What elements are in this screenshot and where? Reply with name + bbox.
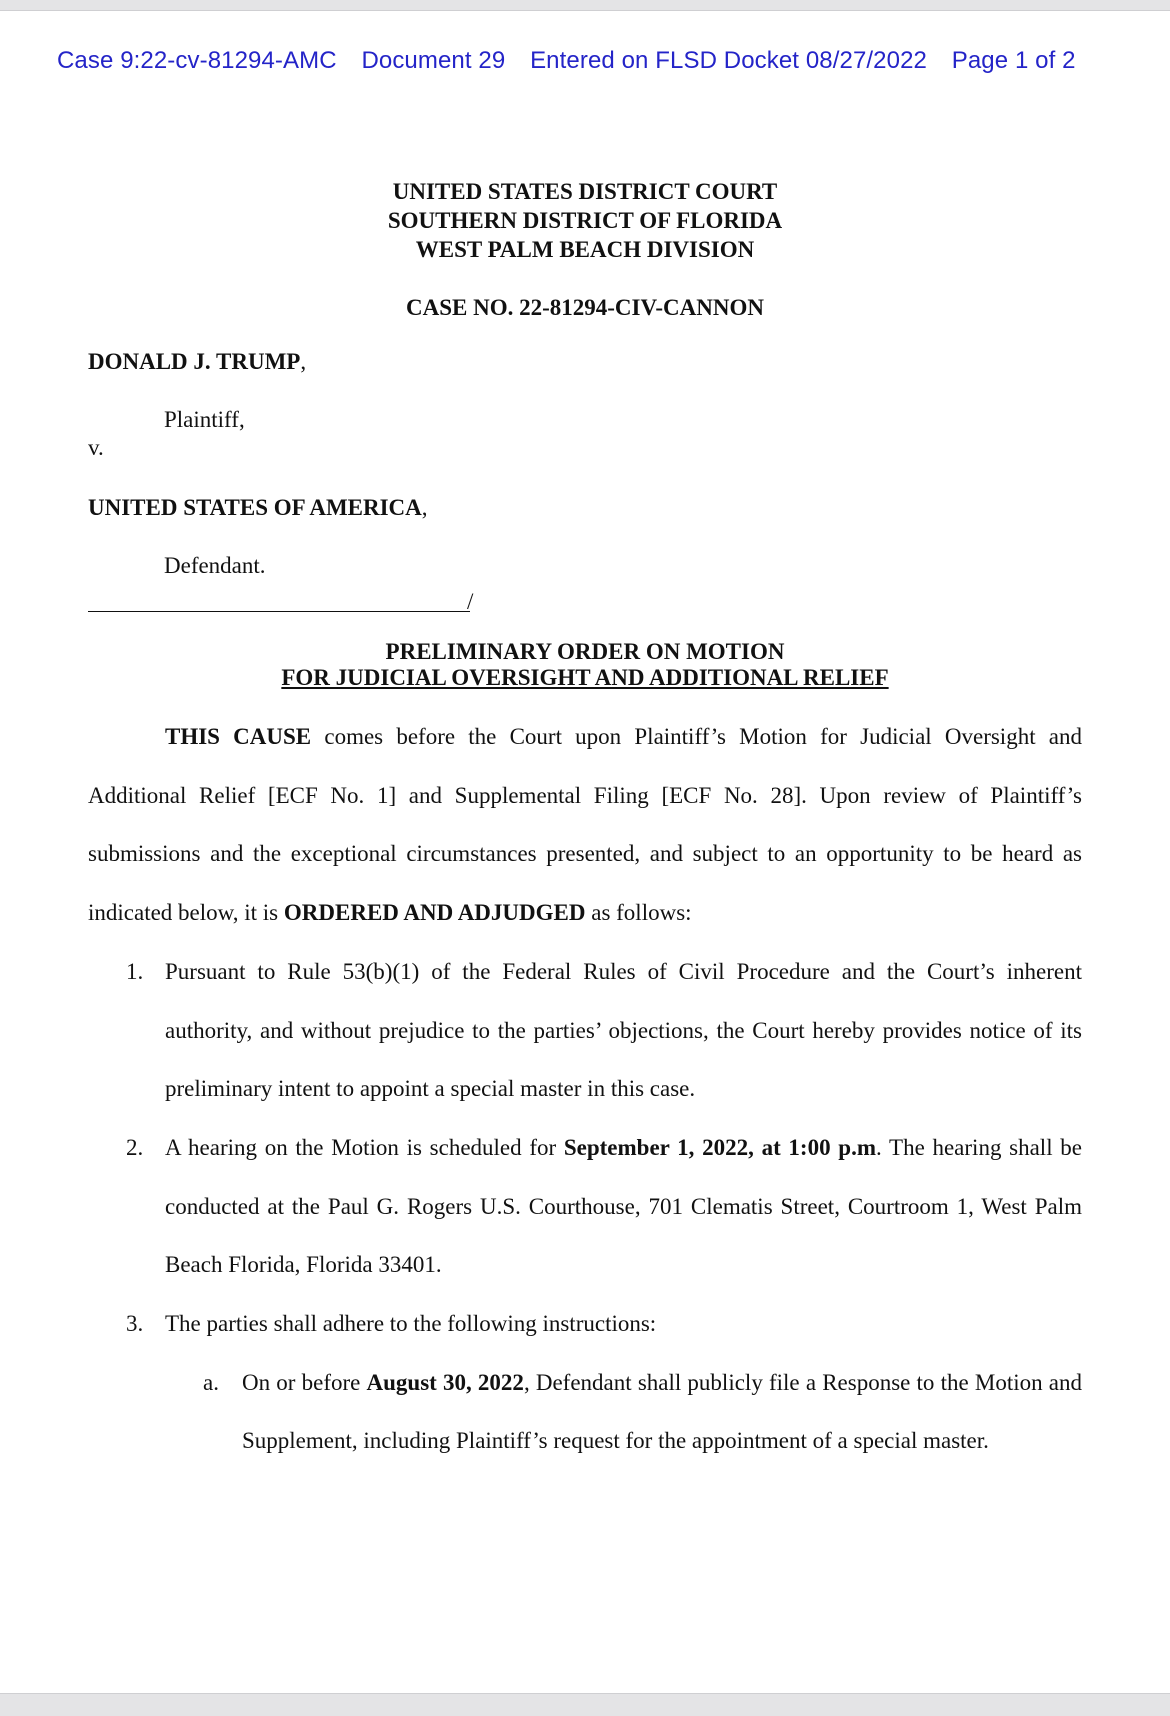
order-body <box>88 708 1082 1471</box>
sub-list-item <box>88 1354 1082 1471</box>
sub-list-item-text: , Defendant shall publicly file a Response to the Motion and Supplement, including Plaintiff’s request for the appointment of a special master. <box>242 1369 1082 1454</box>
order-title <box>0 639 1170 691</box>
plaintiff-name-line <box>88 349 306 375</box>
intro-lead: THIS CAUSE <box>165 724 312 749</box>
sub-list-item-text: On or before <box>242 1369 367 1395</box>
list-item-number: 1. <box>126 958 144 984</box>
plaintiff-comma: , <box>300 349 307 374</box>
header-document-number: Document 29 <box>361 47 506 74</box>
list-item-number: 3. <box>126 1311 144 1337</box>
header-case-number: Case 9:22-cv-81294-AMC <box>57 47 337 74</box>
defendant-comma: , <box>421 495 428 520</box>
defendant-name-line <box>88 495 428 521</box>
court-division: WEST PALM BEACH DIVISION <box>415 237 755 262</box>
intro-paragraph <box>88 708 1082 943</box>
plaintiff-name: DONALD J. TRUMP <box>88 349 301 374</box>
court-district: SOUTHERN DISTRICT OF FLORIDA <box>387 208 783 233</box>
court-heading <box>0 177 1170 264</box>
document-page <box>0 10 1170 1694</box>
intro-ordered: ORDERED AND ADJUDGED <box>283 900 586 926</box>
case-number: CASE NO. 22-81294-CIV-CANNON <box>406 295 764 320</box>
intro-text-1: comes before the Court upon Plaintiff’s Motion for Judicial Oversight and Additional Relief [ECF No. 1] and Supplemental Filing [ECF No. 28]. Upon review of Plaintiff’s submissions and the exceptional circumstances presented, and subject to an opportunity to be heard as indicated below, it is <box>88 724 1083 926</box>
order-title-line2: FOR JUDICIAL OVERSIGHT AND ADDITIONAL RELIEF <box>281 665 889 690</box>
list-item <box>88 1119 1082 1295</box>
caption-slash: / <box>467 589 474 614</box>
header-page-indicator: Page 1 of 2 <box>951 47 1076 74</box>
viewer-bottom-bar <box>0 1694 1170 1716</box>
header-entered-date: Entered on FLSD Docket 08/27/2022 <box>530 47 927 74</box>
versus-label: v. <box>88 435 104 460</box>
defendant-role: Defendant. <box>164 553 266 578</box>
plaintiff-role: Plaintiff, <box>164 407 245 432</box>
order-title-line1: PRELIMINARY ORDER ON MOTION <box>385 639 785 664</box>
sub-list-item-letter: a. <box>203 1369 219 1395</box>
court-name: UNITED STATES DISTRICT COURT <box>392 179 778 204</box>
list-item <box>88 943 1082 1119</box>
list-item-text: . The hearing shall be conducted at the Paul G. Rogers U.S. Courthouse, 701 Clematis Street, Courtroom 1, West Palm Beach Florida, Florida 33401. <box>165 1134 1082 1278</box>
order-list <box>88 943 1082 1471</box>
caption-divider <box>88 611 470 612</box>
hearing-datetime: September 1, 2022, at 1:00 p.m <box>563 1134 876 1160</box>
list-item-text: The parties shall adhere to the following instructions: <box>165 1311 657 1337</box>
response-deadline: August 30, 2022 <box>366 1369 524 1395</box>
list-item-text: A hearing on the Motion is scheduled for <box>165 1134 564 1160</box>
list-item-number: 2. <box>126 1134 144 1160</box>
intro-text-2: as follows: <box>585 900 692 926</box>
defendant-name: UNITED STATES OF AMERICA <box>88 495 422 520</box>
list-item-text: Pursuant to Rule 53(b)(1) of the Federal Rules of Civil Procedure and the Court’s inherent authority, and without prejudice to the parties’ objections, the Court hereby provides notice of its preliminary intent to appoint a special master in this case. <box>165 958 1082 1102</box>
list-item <box>88 1295 1082 1354</box>
ecf-header-stamp <box>57 47 1076 75</box>
